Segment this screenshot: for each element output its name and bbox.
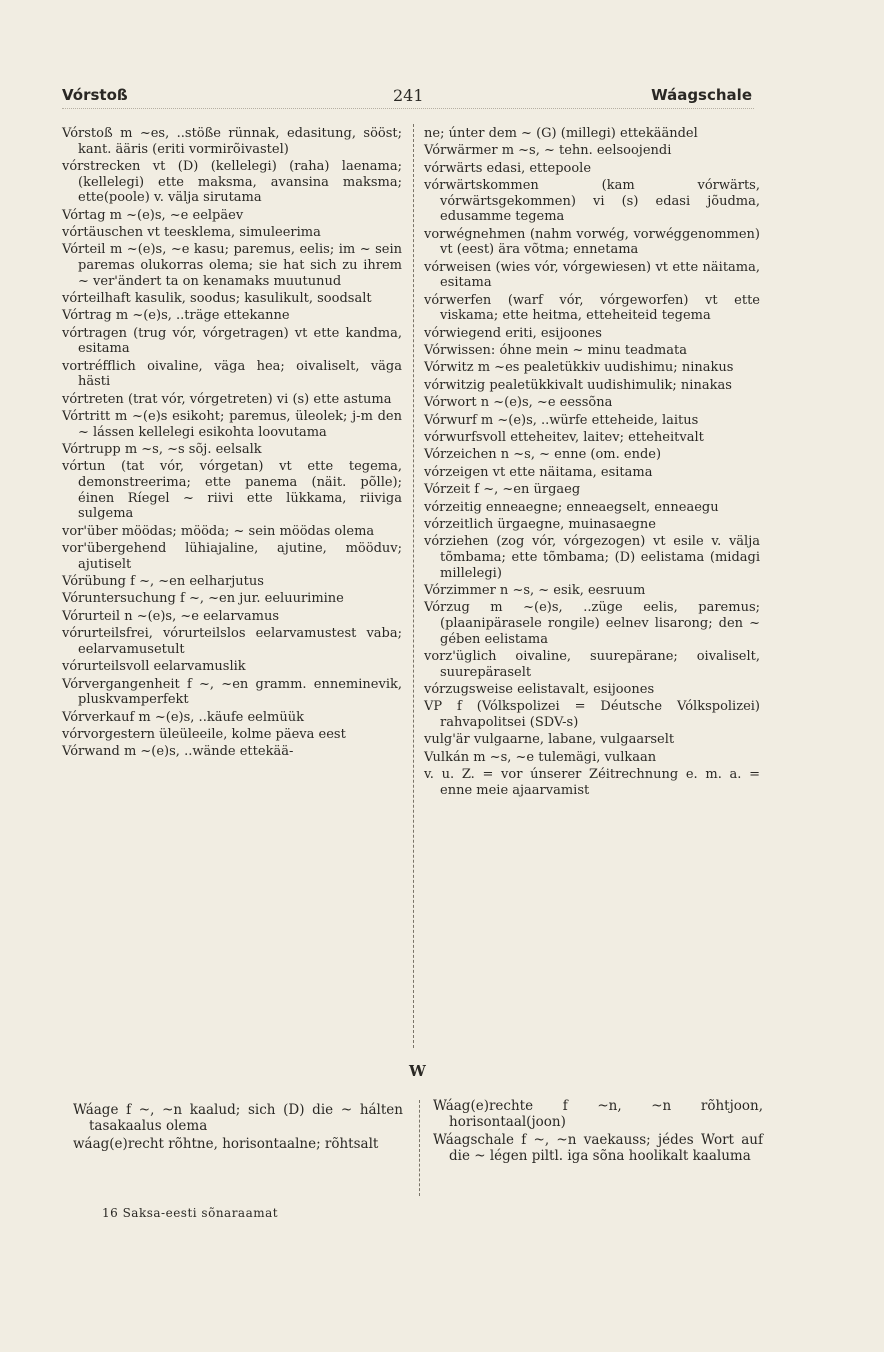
dictionary-entry: vórwärts edasi, ettepoole: [424, 160, 592, 176]
dictionary-entry: Vórtrupp m ~s, ~s sõj. eelsalk: [62, 442, 262, 458]
dictionary-entry: Vórverkauf m ~(e)s, ..käufe eelmüük: [62, 709, 304, 725]
right-column: [424, 126, 760, 800]
left-column: [62, 126, 402, 762]
dictionary-entry: Vórtrag m ~(e)s, ..träge ettekanne: [62, 308, 290, 324]
dictionary-entry: vórzeigen vt ette näitama, esitama: [424, 464, 653, 480]
dictionary-entry: wáag(e)recht rõhtne, horisontaalne; rõhtsalt: [73, 1135, 379, 1152]
header-rule: [62, 108, 754, 109]
dictionary-entry: Vórwurf m ~(e)s, ..würfe etteheide, laitus: [424, 412, 699, 428]
dictionary-entry: Vórurteil n ~(e)s, ~e eelarvamus: [62, 608, 280, 624]
dictionary-entry: vórzeitlich ürgaegne, muinasaegne: [424, 517, 656, 532]
dictionary-entry: vórurteilsvoll eelarvamuslik: [62, 659, 246, 675]
dictionary-entry: v. u. Z. = vor únserer Zéitrechnung e. m. a. = enne meie ajaarvamist: [424, 767, 760, 798]
running-head-left: Vórstoß: [62, 86, 128, 104]
dictionary-entry: vórurteilsfrei, vórurteilslos eelarvamustest vaba; eelarvamusetult: [62, 626, 402, 657]
dictionary-entry: Vórzimmer n ~s, ~ esik, eesruum: [424, 582, 646, 598]
dictionary-entry: Vórwissen: óhne mein ~ minu teadmata: [424, 343, 687, 359]
dictionary-entry: vórwurfsvoll etteheitev, laitev; etteheitvalt: [424, 430, 704, 446]
dictionary-entry: vórzeitig enneaegne; enneaegselt, enneaegu: [424, 499, 719, 515]
w-right-column: [433, 1098, 763, 1166]
dictionary-entry: Vórzug m ~(e)s, ..züge eelis, paremus; (plaanipärasele rongile) eelnev lisarong; den ~ gében eelistama: [424, 600, 760, 647]
dictionary-entry: Vulkán m ~s, ~e tulemägi, vulkaan: [424, 749, 657, 765]
dictionary-entry: Vórwitz m ~es pealetükkiv uudishimu; ninakus: [424, 360, 734, 376]
dictionary-entry: vórtäuschen vt teesklema, simuleerima: [62, 224, 321, 240]
dictionary-entry: Vórwärmer m ~s, ~ tehn. eelsoojendi: [424, 143, 672, 159]
page-footer: 16 Saksa-eesti sõnaraamat: [102, 1206, 279, 1220]
dictionary-entry: Vórwort n ~(e)s, ~e eessõna: [424, 395, 613, 411]
column-divider: [419, 1100, 420, 1196]
dictionary-entry: vor'übergehend lühiajaline, ajutine, mööduv; ajutiselt: [62, 541, 402, 572]
dictionary-entry: vórwiegend eriti, esijoones: [424, 325, 602, 341]
dictionary-entry: Vórvergangenheit f ~, ~en gramm. enneminevik, pluskvamperfekt: [62, 676, 402, 708]
dictionary-entry: Vóruntersuchung f ~, ~en jur. eeluurimine: [62, 591, 344, 607]
dictionary-entry: vórweisen (wies vór, vórgewiesen) vt ette näitama, esitama: [424, 259, 760, 291]
dictionary-entry: vórteilhaft kasulik, soodus; kasulikult, soodsalt: [62, 290, 372, 306]
dictionary-entry: vórziehen (zog vór, vórgezogen) vt esile v. välja tõmbama; ette tõmbama; (D) eelistama (midagi millelegi): [424, 534, 760, 581]
dictionary-entry: vórtun (tat vór, vórgetan) vt ette tegema, demonstreerima; ette panema (näit. põlle); éinen Ríegel ~ riivi ette lükkama, riiviga sulgema: [62, 459, 402, 522]
dictionary-entry: Vórteil m ~(e)s, ~e kasu; paremus, eelis; im ~ sein paremas olukorras olema; sie hat sich zu ihrem ~ ver'ändert ta on kenamaks muutunud: [62, 242, 402, 289]
dictionary-entry: vor'über möödas; mööda; ~ sein möödas olema: [62, 523, 375, 539]
dictionary-entry: Vórzeichen n ~s, ~ enne (om. ende): [424, 447, 662, 463]
dictionary-entry: vorwégnehmen (nahm vorwég, vorwéggenommen) vt (eest) ära võtma; ennetama: [424, 226, 760, 258]
dictionary-entry: vórwerfen (warf vór, vórgeworfen) vt ette viskama; ette heitma, etteheiteid tegema: [424, 292, 760, 324]
page-number: 241: [393, 86, 424, 105]
dictionary-entry: Wáag(e)rechte f ~n, ~n rõhtjoon, horisontaal(joon): [433, 1098, 763, 1130]
dictionary-entry: ne; únter dem ~ (G) (millegi) ettekäändel: [424, 126, 698, 141]
dictionary-entry: Vórwand m ~(e)s, ..wände ettekää-: [62, 744, 294, 760]
dictionary-entry: vórzugsweise eelistavalt, esijoones: [424, 681, 655, 697]
dictionary-entry: vorz'üglich oivaline, suurepärane; oivaliselt, suurepäraselt: [424, 648, 760, 680]
dictionary-entry: Wáage f ~, ~n kaalud; sich (D) die ~ hálten tasakaalus olema: [73, 1102, 403, 1134]
dictionary-entry: vórtragen (trug vór, vórgetragen) vt ette kandma, esitama: [62, 325, 402, 357]
dictionary-entry: vulg'är vulgaarne, labane, vulgaarselt: [424, 732, 675, 748]
dictionary-entry: Vórstoß m ~es, ..stöße rünnak, edasitung, sööst; kant. ääris (eriti vormirõivastel): [62, 126, 402, 157]
section-letter: W: [409, 1062, 426, 1080]
dictionary-entry: vórstrecken vt (D) (kellelegi) (raha) laenama; (kellelegi) ette maksma, avansina maksma; ette(poole) v. välja sirutama: [62, 158, 402, 206]
dictionary-entry: VP f (Vólkspolizei = Déutsche Vólkspolizei) rahvapolitsei (SDV-s): [424, 699, 760, 730]
dictionary-entry: Wáagschale f ~, ~n vaekauss; jédes Wort auf die ~ légen piltl. iga sõna hoolikalt kaaluma: [433, 1131, 763, 1164]
dictionary-entry: vórwitzig pealetükkivalt uudishimulik; ninakas: [424, 377, 732, 393]
dictionary-entry: vortréfflich oivaline, väga hea; oivaliselt, väga hästi: [62, 358, 402, 390]
column-divider: [413, 124, 414, 1048]
dictionary-entry: vórvorgestern üleüleeile, kolme päeva eest: [62, 726, 346, 742]
dictionary-entry: vórtreten (trat vór, vórgetreten) vi (s) ette astuma: [62, 391, 392, 407]
running-head-right: Wáagschale: [651, 86, 752, 104]
dictionary-entry: Vórtritt m ~(e)s esikoht; paremus, üleolek; j-m den ~ lássen kellelegi esikohta loovutama: [62, 409, 402, 440]
dictionary-entry: Vórzeit f ~, ~en ürgaeg: [424, 482, 581, 498]
dictionary-entry: vórwärtskommen (kam vórwärts, vórwärtsgekommen) vi (s) edasi jõudma, edusamme tegema: [424, 178, 760, 225]
dictionary-entry: Vórübung f ~, ~en eelharjutus: [62, 573, 264, 589]
dictionary-entry: Vórtag m ~(e)s, ~e eelpäev: [62, 207, 244, 223]
w-left-column: [73, 1102, 403, 1154]
